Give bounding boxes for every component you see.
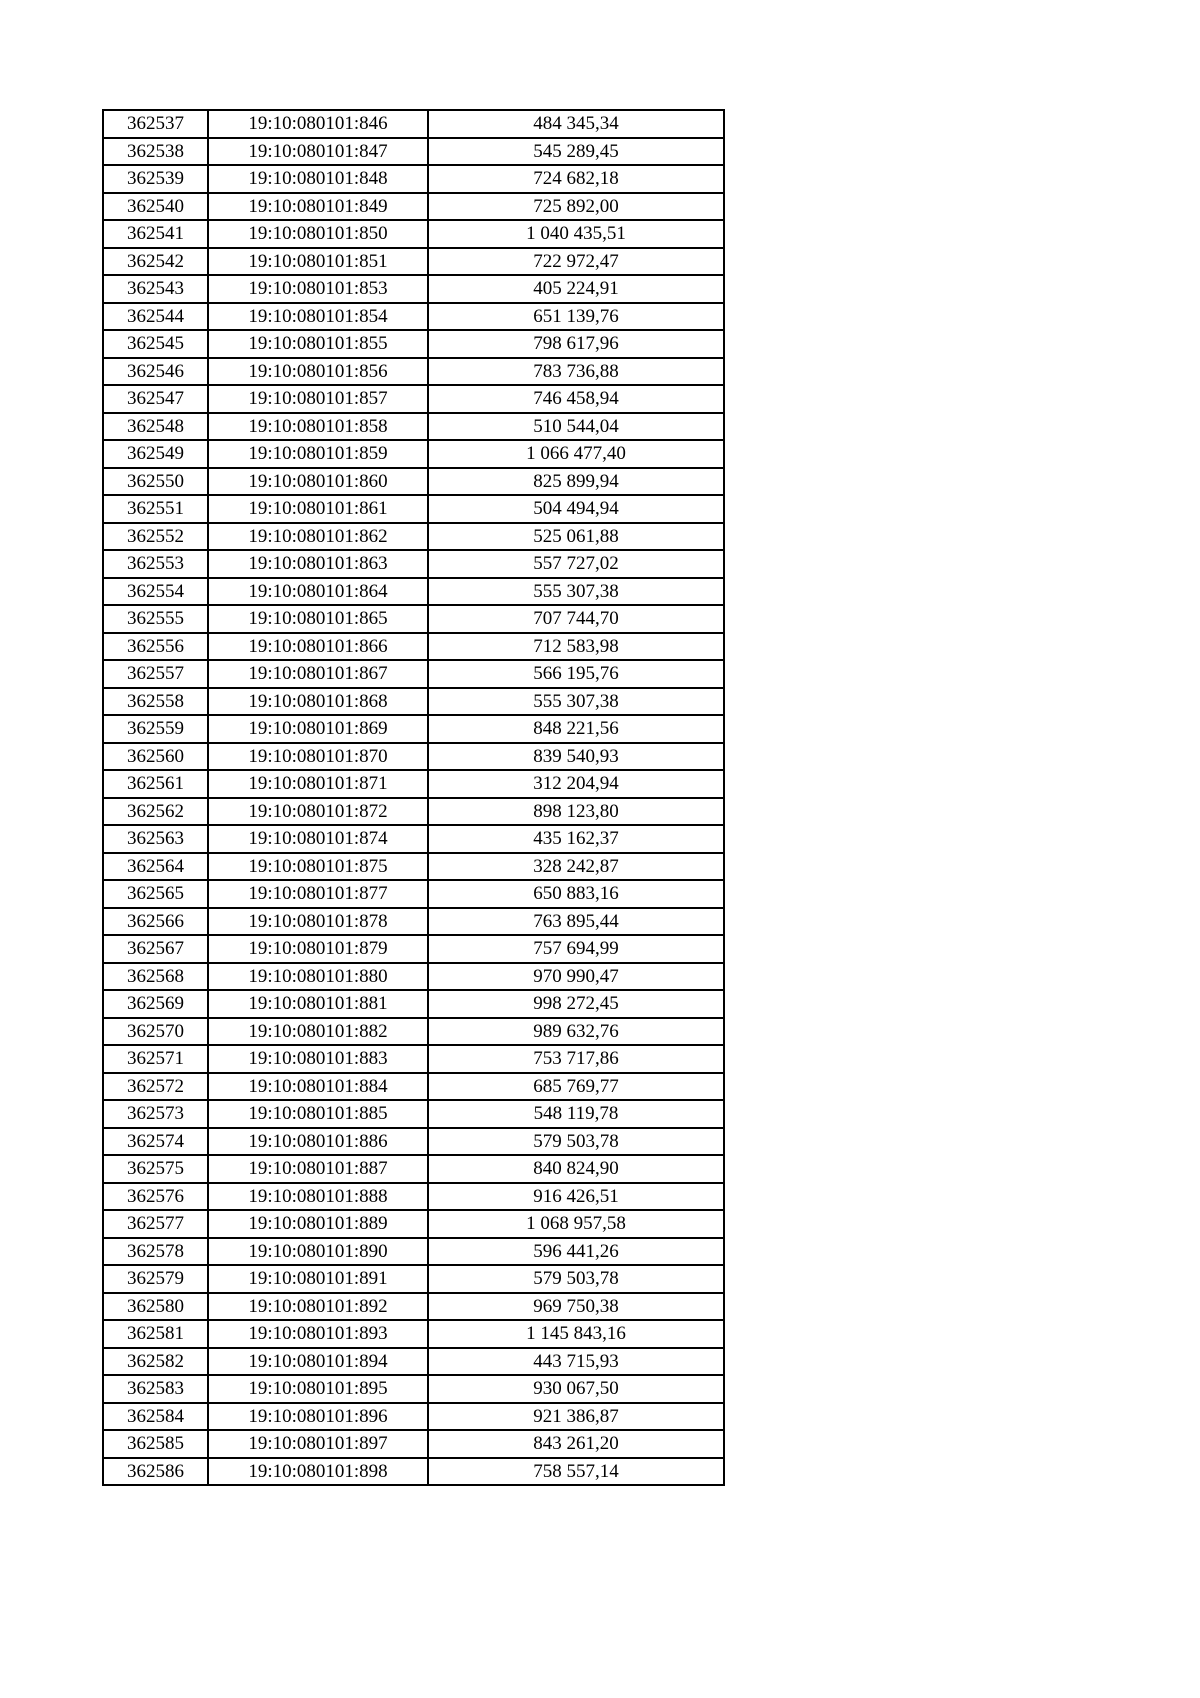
row-number-cell: 362565 xyxy=(103,880,208,908)
table-row xyxy=(103,935,724,963)
table-row xyxy=(103,275,724,303)
cadastral-number-cell: 19:10:080101:891 xyxy=(208,1265,428,1293)
cadastral-value-cell: 566 195,76 xyxy=(428,660,724,688)
table-row xyxy=(103,1430,724,1458)
cadastral-value-cell: 510 544,04 xyxy=(428,413,724,441)
cadastral-value-cell: 579 503,78 xyxy=(428,1265,724,1293)
cadastral-number-cell: 19:10:080101:862 xyxy=(208,523,428,551)
row-number-cell: 362545 xyxy=(103,330,208,358)
cadastral-value-cell: 753 717,86 xyxy=(428,1045,724,1073)
row-number-cell: 362551 xyxy=(103,495,208,523)
cadastral-number-cell: 19:10:080101:864 xyxy=(208,578,428,606)
row-number-cell: 362552 xyxy=(103,523,208,551)
cadastral-value-cell: 1 145 843,16 xyxy=(428,1320,724,1348)
cadastral-number-cell: 19:10:080101:853 xyxy=(208,275,428,303)
table-row xyxy=(103,193,724,221)
row-number-cell: 362579 xyxy=(103,1265,208,1293)
table-row xyxy=(103,1458,724,1486)
table-row xyxy=(103,1348,724,1376)
row-number-cell: 362543 xyxy=(103,275,208,303)
row-number-cell: 362569 xyxy=(103,990,208,1018)
table-row xyxy=(103,1403,724,1431)
row-number-cell: 362585 xyxy=(103,1430,208,1458)
table-row xyxy=(103,963,724,991)
cadastral-value-cell: 555 307,38 xyxy=(428,688,724,716)
row-number-cell: 362538 xyxy=(103,138,208,166)
cadastral-number-cell: 19:10:080101:885 xyxy=(208,1100,428,1128)
cadastral-value-cell: 843 261,20 xyxy=(428,1430,724,1458)
table-row xyxy=(103,1183,724,1211)
table-row xyxy=(103,1375,724,1403)
table-row xyxy=(103,1128,724,1156)
cadastral-number-cell: 19:10:080101:879 xyxy=(208,935,428,963)
cadastral-value-cell: 405 224,91 xyxy=(428,275,724,303)
table-row xyxy=(103,1100,724,1128)
cadastral-number-cell: 19:10:080101:886 xyxy=(208,1128,428,1156)
row-number-cell: 362580 xyxy=(103,1293,208,1321)
cadastral-number-cell: 19:10:080101:869 xyxy=(208,715,428,743)
cadastral-number-cell: 19:10:080101:881 xyxy=(208,990,428,1018)
table-row xyxy=(103,138,724,166)
row-number-cell: 362560 xyxy=(103,743,208,771)
cadastral-value-cell: 484 345,34 xyxy=(428,110,724,138)
table-row xyxy=(103,743,724,771)
cadastral-number-cell: 19:10:080101:870 xyxy=(208,743,428,771)
table-row xyxy=(103,605,724,633)
table-row xyxy=(103,1018,724,1046)
row-number-cell: 362550 xyxy=(103,468,208,496)
cadastral-value-cell: 916 426,51 xyxy=(428,1183,724,1211)
row-number-cell: 362572 xyxy=(103,1073,208,1101)
table-row xyxy=(103,330,724,358)
cadastral-number-cell: 19:10:080101:866 xyxy=(208,633,428,661)
cadastral-value-cell: 969 750,38 xyxy=(428,1293,724,1321)
row-number-cell: 362544 xyxy=(103,303,208,331)
row-number-cell: 362555 xyxy=(103,605,208,633)
cadastral-value-cell: 840 824,90 xyxy=(428,1155,724,1183)
row-number-cell: 362563 xyxy=(103,825,208,853)
row-number-cell: 362581 xyxy=(103,1320,208,1348)
table-row xyxy=(103,358,724,386)
cadastral-number-cell: 19:10:080101:863 xyxy=(208,550,428,578)
table-row xyxy=(103,825,724,853)
cadastral-value-cell: 525 061,88 xyxy=(428,523,724,551)
row-number-cell: 362567 xyxy=(103,935,208,963)
cadastral-value-cell: 596 441,26 xyxy=(428,1238,724,1266)
cadastral-value-cell: 724 682,18 xyxy=(428,165,724,193)
table-row xyxy=(103,220,724,248)
cadastral-value-cell: 328 242,87 xyxy=(428,853,724,881)
row-number-cell: 362578 xyxy=(103,1238,208,1266)
row-number-cell: 362582 xyxy=(103,1348,208,1376)
cadastral-number-cell: 19:10:080101:877 xyxy=(208,880,428,908)
cadastral-number-cell: 19:10:080101:890 xyxy=(208,1238,428,1266)
cadastral-number-cell: 19:10:080101:856 xyxy=(208,358,428,386)
cadastral-value-cell: 555 307,38 xyxy=(428,578,724,606)
cadastral-number-cell: 19:10:080101:888 xyxy=(208,1183,428,1211)
cadastral-number-cell: 19:10:080101:893 xyxy=(208,1320,428,1348)
table-row xyxy=(103,1265,724,1293)
table-row xyxy=(103,385,724,413)
row-number-cell: 362577 xyxy=(103,1210,208,1238)
cadastral-number-cell: 19:10:080101:887 xyxy=(208,1155,428,1183)
cadastral-number-cell: 19:10:080101:889 xyxy=(208,1210,428,1238)
table-row xyxy=(103,165,724,193)
cadastral-value-cell: 848 221,56 xyxy=(428,715,724,743)
cadastral-number-cell: 19:10:080101:880 xyxy=(208,963,428,991)
cadastral-value-cell: 798 617,96 xyxy=(428,330,724,358)
row-number-cell: 362537 xyxy=(103,110,208,138)
row-number-cell: 362539 xyxy=(103,165,208,193)
cadastral-number-cell: 19:10:080101:882 xyxy=(208,1018,428,1046)
table-row xyxy=(103,633,724,661)
table-row xyxy=(103,688,724,716)
row-number-cell: 362546 xyxy=(103,358,208,386)
row-number-cell: 362573 xyxy=(103,1100,208,1128)
row-number-cell: 362553 xyxy=(103,550,208,578)
row-number-cell: 362568 xyxy=(103,963,208,991)
cadastral-value-cell: 757 694,99 xyxy=(428,935,724,963)
cadastral-number-cell: 19:10:080101:848 xyxy=(208,165,428,193)
table-row xyxy=(103,110,724,138)
cadastral-number-cell: 19:10:080101:884 xyxy=(208,1073,428,1101)
cadastral-number-cell: 19:10:080101:874 xyxy=(208,825,428,853)
table-row xyxy=(103,578,724,606)
row-number-cell: 362564 xyxy=(103,853,208,881)
cadastral-number-cell: 19:10:080101:878 xyxy=(208,908,428,936)
cadastral-number-cell: 19:10:080101:892 xyxy=(208,1293,428,1321)
cadastral-value-cell: 707 744,70 xyxy=(428,605,724,633)
cadastral-value-cell: 651 139,76 xyxy=(428,303,724,331)
row-number-cell: 362547 xyxy=(103,385,208,413)
table-row xyxy=(103,880,724,908)
table-row xyxy=(103,495,724,523)
cadastral-number-cell: 19:10:080101:883 xyxy=(208,1045,428,1073)
cadastral-number-cell: 19:10:080101:861 xyxy=(208,495,428,523)
row-number-cell: 362542 xyxy=(103,248,208,276)
cadastral-number-cell: 19:10:080101:868 xyxy=(208,688,428,716)
cadastral-value-cell: 712 583,98 xyxy=(428,633,724,661)
row-number-cell: 362586 xyxy=(103,1458,208,1486)
cadastral-value-cell: 783 736,88 xyxy=(428,358,724,386)
table-row xyxy=(103,1073,724,1101)
cadastral-value-cell: 746 458,94 xyxy=(428,385,724,413)
cadastral-number-cell: 19:10:080101:849 xyxy=(208,193,428,221)
cadastral-value-cell: 1 040 435,51 xyxy=(428,220,724,248)
table-row xyxy=(103,990,724,1018)
cadastral-number-cell: 19:10:080101:854 xyxy=(208,303,428,331)
row-number-cell: 362548 xyxy=(103,413,208,441)
cadastral-number-cell: 19:10:080101:872 xyxy=(208,798,428,826)
cadastral-value-cell: 930 067,50 xyxy=(428,1375,724,1403)
cadastral-value-cell: 443 715,93 xyxy=(428,1348,724,1376)
table-row xyxy=(103,1155,724,1183)
row-number-cell: 362583 xyxy=(103,1375,208,1403)
cadastral-number-cell: 19:10:080101:894 xyxy=(208,1348,428,1376)
cadastral-number-cell: 19:10:080101:850 xyxy=(208,220,428,248)
table-row xyxy=(103,1210,724,1238)
cadastral-value-cell: 725 892,00 xyxy=(428,193,724,221)
cadastral-value-cell: 970 990,47 xyxy=(428,963,724,991)
cadastral-number-cell: 19:10:080101:895 xyxy=(208,1375,428,1403)
cadastral-number-cell: 19:10:080101:859 xyxy=(208,440,428,468)
cadastral-value-cell: 545 289,45 xyxy=(428,138,724,166)
cadastral-value-cell: 989 632,76 xyxy=(428,1018,724,1046)
cadastral-value-cell: 763 895,44 xyxy=(428,908,724,936)
table-row xyxy=(103,413,724,441)
row-number-cell: 362557 xyxy=(103,660,208,688)
row-number-cell: 362556 xyxy=(103,633,208,661)
cadastral-value-table xyxy=(102,109,725,1486)
table-row xyxy=(103,1320,724,1348)
cadastral-value-cell: 548 119,78 xyxy=(428,1100,724,1128)
cadastral-number-cell: 19:10:080101:871 xyxy=(208,770,428,798)
cadastral-number-cell: 19:10:080101:846 xyxy=(208,110,428,138)
table-row xyxy=(103,248,724,276)
table-row xyxy=(103,798,724,826)
row-number-cell: 362584 xyxy=(103,1403,208,1431)
row-number-cell: 362566 xyxy=(103,908,208,936)
cadastral-value-cell: 722 972,47 xyxy=(428,248,724,276)
table-row xyxy=(103,770,724,798)
table-row xyxy=(103,1238,724,1266)
table-row xyxy=(103,550,724,578)
table-row xyxy=(103,660,724,688)
cadastral-number-cell: 19:10:080101:860 xyxy=(208,468,428,496)
cadastral-value-cell: 1 066 477,40 xyxy=(428,440,724,468)
cadastral-number-cell: 19:10:080101:865 xyxy=(208,605,428,633)
cadastral-number-cell: 19:10:080101:855 xyxy=(208,330,428,358)
row-number-cell: 362559 xyxy=(103,715,208,743)
table-row xyxy=(103,1293,724,1321)
row-number-cell: 362575 xyxy=(103,1155,208,1183)
table-row xyxy=(103,468,724,496)
row-number-cell: 362571 xyxy=(103,1045,208,1073)
row-number-cell: 362549 xyxy=(103,440,208,468)
table-row xyxy=(103,1045,724,1073)
cadastral-number-cell: 19:10:080101:858 xyxy=(208,413,428,441)
row-number-cell: 362576 xyxy=(103,1183,208,1211)
cadastral-value-cell: 557 727,02 xyxy=(428,550,724,578)
row-number-cell: 362574 xyxy=(103,1128,208,1156)
cadastral-value-cell: 839 540,93 xyxy=(428,743,724,771)
table-row xyxy=(103,523,724,551)
row-number-cell: 362541 xyxy=(103,220,208,248)
table-row xyxy=(103,303,724,331)
cadastral-number-cell: 19:10:080101:847 xyxy=(208,138,428,166)
cadastral-value-cell: 898 123,80 xyxy=(428,798,724,826)
cadastral-number-cell: 19:10:080101:897 xyxy=(208,1430,428,1458)
cadastral-value-cell: 998 272,45 xyxy=(428,990,724,1018)
cadastral-value-cell: 685 769,77 xyxy=(428,1073,724,1101)
table-row xyxy=(103,908,724,936)
cadastral-value-cell: 1 068 957,58 xyxy=(428,1210,724,1238)
row-number-cell: 362570 xyxy=(103,1018,208,1046)
row-number-cell: 362561 xyxy=(103,770,208,798)
cadastral-number-cell: 19:10:080101:857 xyxy=(208,385,428,413)
cadastral-value-cell: 312 204,94 xyxy=(428,770,724,798)
cadastral-value-cell: 825 899,94 xyxy=(428,468,724,496)
table-row xyxy=(103,853,724,881)
table-row xyxy=(103,440,724,468)
cadastral-value-cell: 579 503,78 xyxy=(428,1128,724,1156)
cadastral-number-cell: 19:10:080101:896 xyxy=(208,1403,428,1431)
cadastral-number-cell: 19:10:080101:867 xyxy=(208,660,428,688)
table-body xyxy=(103,110,724,1485)
cadastral-value-cell: 758 557,14 xyxy=(428,1458,724,1486)
row-number-cell: 362562 xyxy=(103,798,208,826)
cadastral-number-cell: 19:10:080101:875 xyxy=(208,853,428,881)
cadastral-value-cell: 650 883,16 xyxy=(428,880,724,908)
table-row xyxy=(103,715,724,743)
cadastral-value-cell: 921 386,87 xyxy=(428,1403,724,1431)
cadastral-number-cell: 19:10:080101:898 xyxy=(208,1458,428,1486)
cadastral-value-cell: 504 494,94 xyxy=(428,495,724,523)
cadastral-value-cell: 435 162,37 xyxy=(428,825,724,853)
cadastral-number-cell: 19:10:080101:851 xyxy=(208,248,428,276)
row-number-cell: 362540 xyxy=(103,193,208,221)
row-number-cell: 362554 xyxy=(103,578,208,606)
row-number-cell: 362558 xyxy=(103,688,208,716)
